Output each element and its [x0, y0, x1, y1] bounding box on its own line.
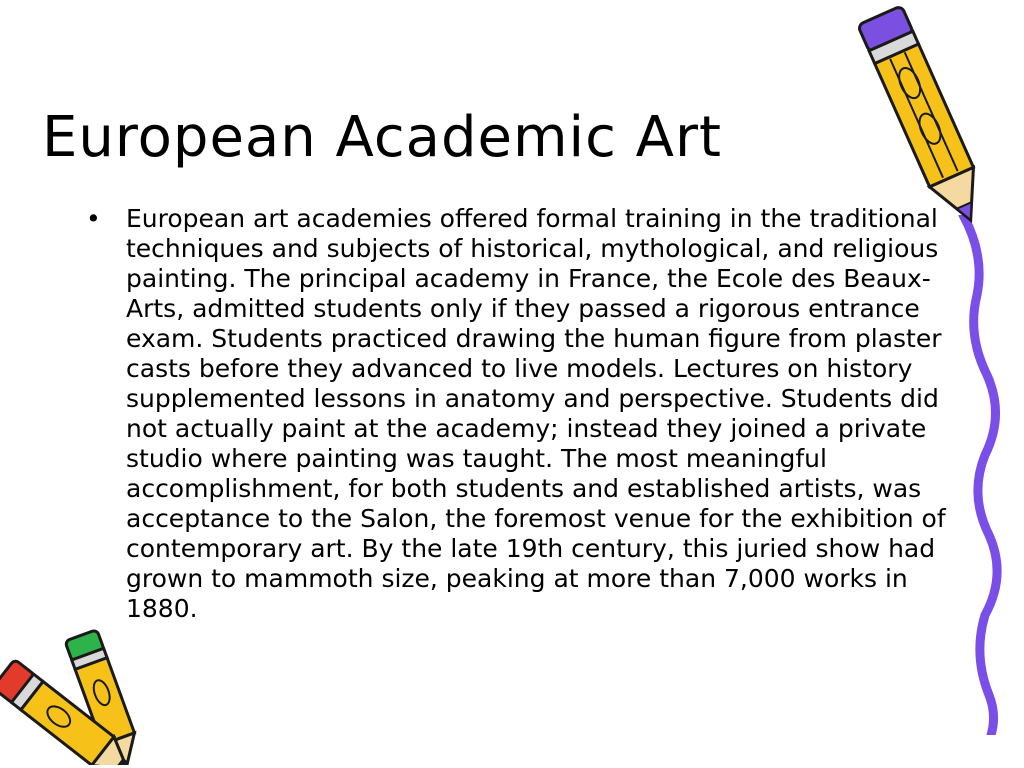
bullet-text: European art academies offered formal training in the traditional techniques and subjects of historical, mythological, and religious painting. The principal academy in France, the Ecole des Beaux-Arts, admitted students only if they passed a rigorous entrance exam. Students practiced drawing the human figure from plaster casts before they advanced to live models. Lectures on history supplemented lessons in anatomy and perspective. Students did not actually paint at the academy; instead they joined a private studio where painting was taught. The most meaningful accomplishment, for both students and established artists, was acceptance to the Salon, the foremost venue for the exhibition of contemporary art. By the late 19th century, this juried show had grown to mammoth size, peaking at more than 7,000 works in 1880.	[126, 204, 946, 623]
bullet-list	[86, 204, 956, 624]
wavy-line-decoration	[955, 215, 1015, 735]
slide-title: European Academic Art	[42, 105, 722, 170]
pencils-icon	[0, 615, 165, 765]
bullet-item	[86, 204, 956, 624]
bullet-marker: •	[86, 204, 101, 233]
